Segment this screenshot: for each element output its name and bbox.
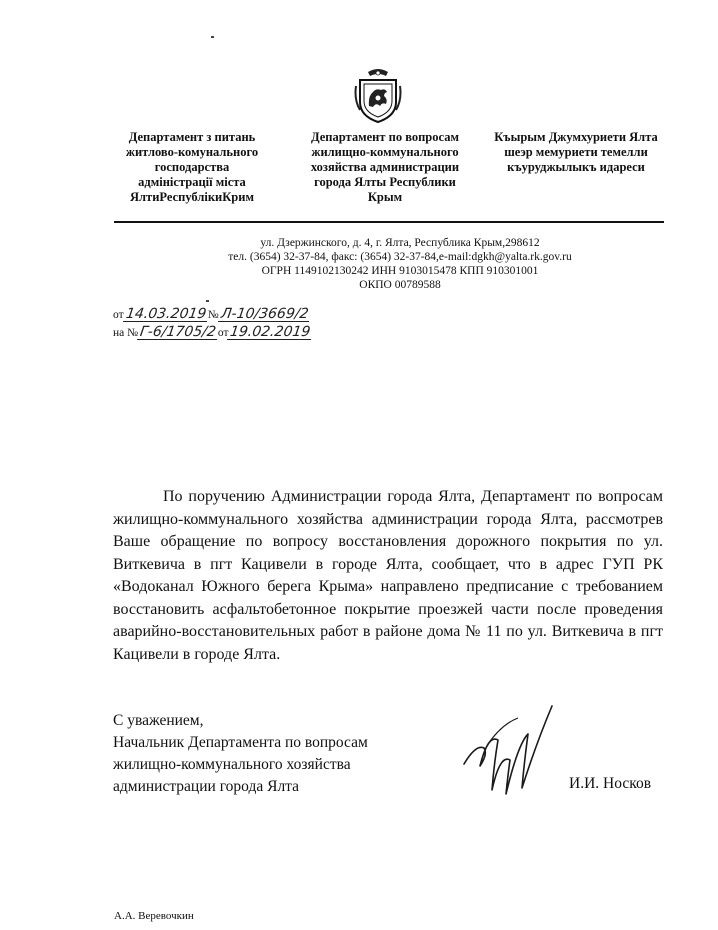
- body-paragraph: По поручению Администрации города Ялта, Департамент по вопросам жилищно-коммунального хозяйства администрации города Ялта, рассмотрев Ваше обращение по вопросу восстановления дорожного покрытия по ул. Виткевича в пгт Кацивели в городе Ялта, сообщает, что в адрес ГУП РК «Водоканал Южного берега Крыма» направлено предписание с требованием восстановить асфальтобетонное покрытие проезжей части после проведения аварийно-восстановительных работ в районе дома № 11 по ул. Виткевича в пгт Кацивели в городе Ялта.: [113, 488, 663, 663]
- registration-line: ОГРН 1149102130242 ИНН 9103015478 КПП 910301001: [261, 265, 539, 277]
- header-line: Къырым Джумхуриети Ялта: [494, 130, 658, 144]
- header-line: Крым: [367, 190, 403, 204]
- outgoing-date: 14.03.2019: [124, 306, 207, 322]
- header-line: ЯлтиРеспублікиКрим: [130, 190, 254, 204]
- to-from-label: от: [217, 327, 229, 339]
- handwritten-signature-icon: [458, 704, 568, 800]
- crimea-coat-of-arms-icon: [354, 66, 402, 124]
- header-divider: [114, 221, 664, 223]
- letter-body: [113, 486, 663, 666]
- outgoing-number: Л-10/3669/2: [219, 306, 310, 322]
- header-line: Департамент по вопросам: [311, 130, 459, 144]
- scan-speck: [211, 36, 214, 38]
- incoming-reference: [113, 324, 313, 342]
- okpo-line: ОКПО 00789588: [359, 279, 441, 291]
- address-line: ул. Дзержинского, д. 4, г. Ялта, Республика Крым,298612: [260, 237, 540, 249]
- signer-position-line: жилищно-коммунального хозяйства: [113, 756, 351, 773]
- executor-name: А.А. Веревочкин: [114, 910, 194, 922]
- phone-email-line: тел. (3654) 32-37-84, факс: (3654) 32-37-84,e-mail:dgkh@yalta.rk.gov.ru: [228, 251, 572, 263]
- signer-position-line: Начальник Департамента по вопросам: [113, 734, 368, 751]
- scan-speck: [206, 300, 209, 302]
- header-line: хозяйства администрации: [310, 160, 460, 174]
- contact-block: [200, 236, 600, 292]
- closing-block: [113, 710, 368, 798]
- header-ukrainian: [112, 130, 272, 205]
- reference-block: [113, 306, 313, 342]
- number-label: №: [207, 309, 219, 321]
- signer-name: И.И. Носков: [569, 775, 652, 792]
- header-line: жилищно-коммунального: [311, 145, 459, 159]
- header-line: господарства: [154, 160, 230, 174]
- header-line: къуруджылыкъ идареси: [507, 160, 645, 174]
- header-line: Департамент з питань: [128, 130, 256, 144]
- incoming-date: 19.02.2019: [229, 324, 312, 340]
- header-line: житлово-комунального: [125, 145, 259, 159]
- to-number-label: на №: [113, 327, 139, 339]
- closing-salutation: С уважением,: [113, 712, 204, 729]
- from-label: от: [113, 309, 124, 321]
- outgoing-reference: [113, 306, 313, 324]
- incoming-number: Г-6/1705/2: [139, 324, 218, 340]
- signer-position-line: администрации города Ялта: [113, 778, 300, 795]
- header-line: шеэр мемуриети темелли: [504, 145, 648, 159]
- header-crimean-tatar: [480, 130, 672, 175]
- header-line: города Ялты Республики: [314, 175, 456, 189]
- header-russian: [298, 130, 472, 205]
- header-line: адміністрації міста: [138, 175, 246, 189]
